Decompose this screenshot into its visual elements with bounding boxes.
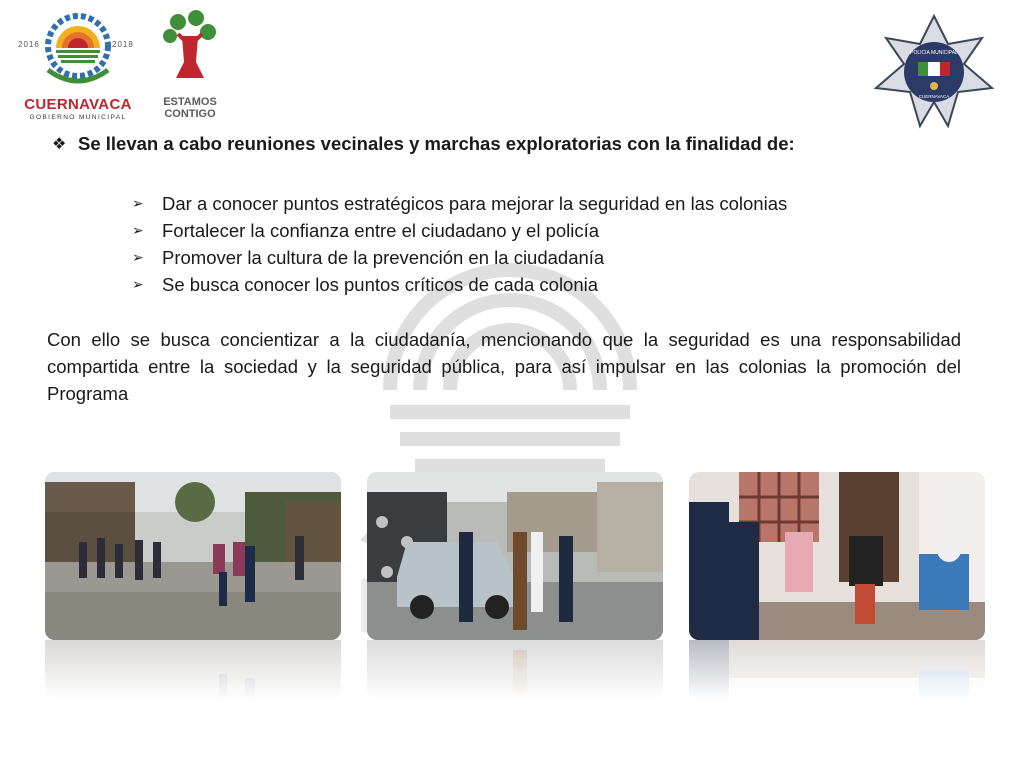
slide-heading xyxy=(52,133,982,155)
list-item-text: Dar a conocer puntos estratégicos para mejorar la seguridad en las colonias xyxy=(162,192,788,214)
year-end: 2018 xyxy=(112,40,134,49)
photo-indoor-meeting xyxy=(689,472,985,640)
badge-bottom-text: CUERNAVACA xyxy=(918,94,950,99)
contigo-text: CONTIGO xyxy=(164,108,216,120)
badge-top-text: POLICIA MUNICIPAL xyxy=(910,50,958,56)
arrow-bullet-icon: ➢ xyxy=(132,276,144,292)
list-item xyxy=(132,271,952,298)
indoor-meeting-reflection-illustration xyxy=(689,640,985,700)
city-subtitle: GOBIERNO MUNICIPAL xyxy=(29,114,127,121)
list-item-text: Se busca conocer los puntos críticos de cada colonia xyxy=(162,273,599,295)
year-start: 2016 xyxy=(18,40,40,49)
photo-group-near-car xyxy=(367,472,663,640)
estamos-contigo-logo xyxy=(150,6,230,126)
list-item xyxy=(132,190,952,217)
photo-street-meeting xyxy=(45,472,341,640)
arrow-bullet-icon: ➢ xyxy=(132,249,144,265)
body-paragraph: Con ello se busca concientizar a la ciudadanía, mencionando que la seguridad es una responsabilidad compartida entre la sociedad y la seguridad pública, para así impulsar en las colonias la promoción del Programa xyxy=(47,329,961,404)
tree-icon xyxy=(150,6,230,90)
list-item-text: Fortalecer la confianza entre el ciudadano y el policía xyxy=(162,219,600,241)
city-name: CUERNAVACA xyxy=(24,96,132,113)
indoor-meeting-illustration xyxy=(689,472,985,640)
street-meeting-reflection-illustration xyxy=(45,640,341,700)
arrow-bullet-icon: ➢ xyxy=(132,195,144,211)
photo-group-near-car-reflection xyxy=(367,640,663,700)
arrow-bullet-icon: ➢ xyxy=(132,222,144,238)
police-badge-icon xyxy=(872,14,996,130)
photo-street-meeting-reflection xyxy=(45,640,341,700)
diamond-bullet-icon: ❖ xyxy=(52,136,67,153)
cuernavaca-emblem-icon xyxy=(18,8,138,98)
street-meeting-illustration xyxy=(45,472,341,640)
photo-indoor-meeting-reflection xyxy=(689,640,985,700)
heading-text: Se llevan a cabo reuniones vecinales y marchas exploratorias con la finalidad de: xyxy=(78,133,795,154)
list-item xyxy=(132,217,952,244)
objectives-list xyxy=(132,190,952,298)
estamos-text: ESTAMOS xyxy=(163,96,217,108)
cuernavaca-logo xyxy=(18,8,138,128)
list-item-text: Promover la cultura de la prevención en la ciudadanía xyxy=(162,246,605,268)
group-near-car-reflection-illustration xyxy=(367,640,663,700)
list-item xyxy=(132,244,952,271)
group-near-car-illustration xyxy=(367,472,663,640)
